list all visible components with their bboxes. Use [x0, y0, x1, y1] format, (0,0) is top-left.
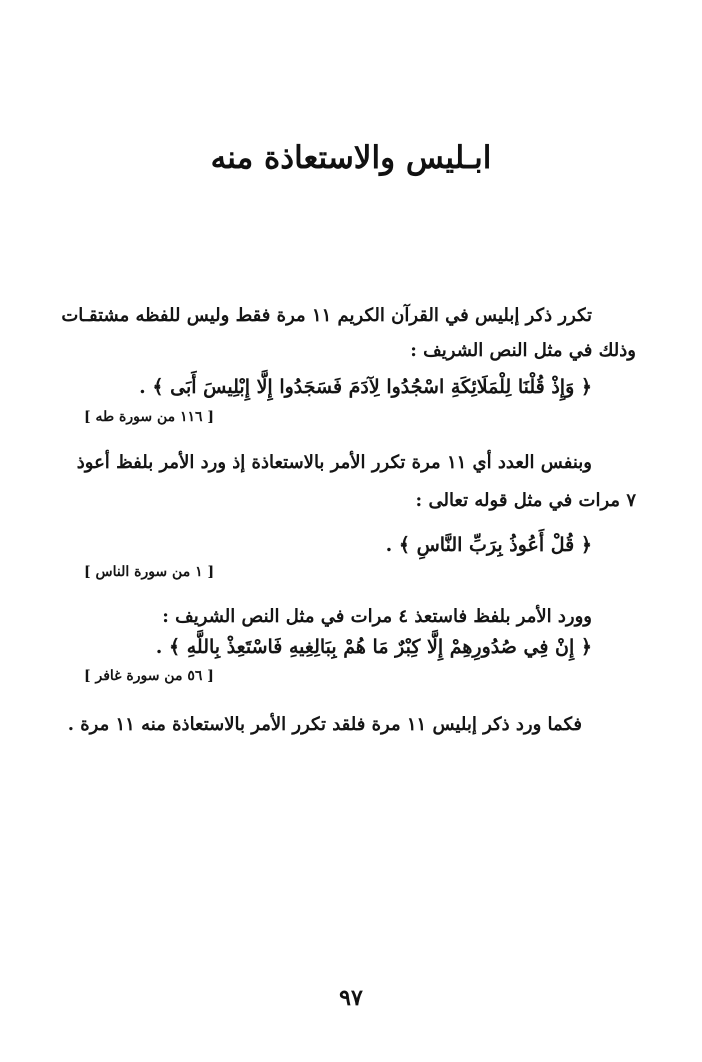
- verse-2: ﴿ قُلْ أَعُوذُ بِرَبِّ النَّاسِ ﴾ .: [385, 534, 592, 556]
- paragraph-1-line-1: تكرر ذكر إبليس في القرآن الكريم ١١ مرة فقط وليس للفظه مشتقـات: [61, 305, 592, 326]
- verse-1: ﴿ وَإِذْ قُلْنَا لِلْمَلَائِكَةِ اسْجُدُوا لِآدَمَ فَسَجَدُوا إِلَّا إِبْلِيسَ أَبَى ﴾ .: [139, 376, 592, 398]
- verse-1-reference: [ ١١٦ من سورة طه ]: [84, 409, 215, 425]
- paragraph-4-line-1: فكما ورد ذكر إبليس ١١ مرة فلقد تكرر الأمر بالاستعاذة منه ١١ مرة .: [67, 714, 582, 735]
- verse-3: ﴿ إِنْ فِي صُدُورِهِمْ إِلَّا كِبْرٌ مَا هُمْ بِبَالِغِيهِ فَاسْتَعِذْ بِاللَّهِ ﴾ .: [155, 636, 592, 658]
- verse-3-reference: [ ٥٦ من سورة غافر ]: [84, 668, 214, 684]
- verse-2-reference: [ ١ من سورة الناس ]: [84, 564, 215, 580]
- page-title: ابـليس والاستعاذة منه: [210, 140, 492, 176]
- paragraph-3-line-1: وورد الأمر بلفظ فاستعذ ٤ مرات في مثل النص الشريف :: [162, 606, 592, 627]
- paragraph-2-line-2: ٧ مرات في مثل قوله تعالى :: [415, 490, 636, 511]
- paragraph-1-line-2: وذلك في مثل النص الشريف :: [410, 340, 636, 361]
- page-number: ٩٧: [339, 985, 363, 1011]
- paragraph-2-line-1: وبنفس العدد أي ١١ مرة تكرر الأمر بالاستعاذة إذ ورد الأمر بلفظ أعوذ: [76, 452, 592, 473]
